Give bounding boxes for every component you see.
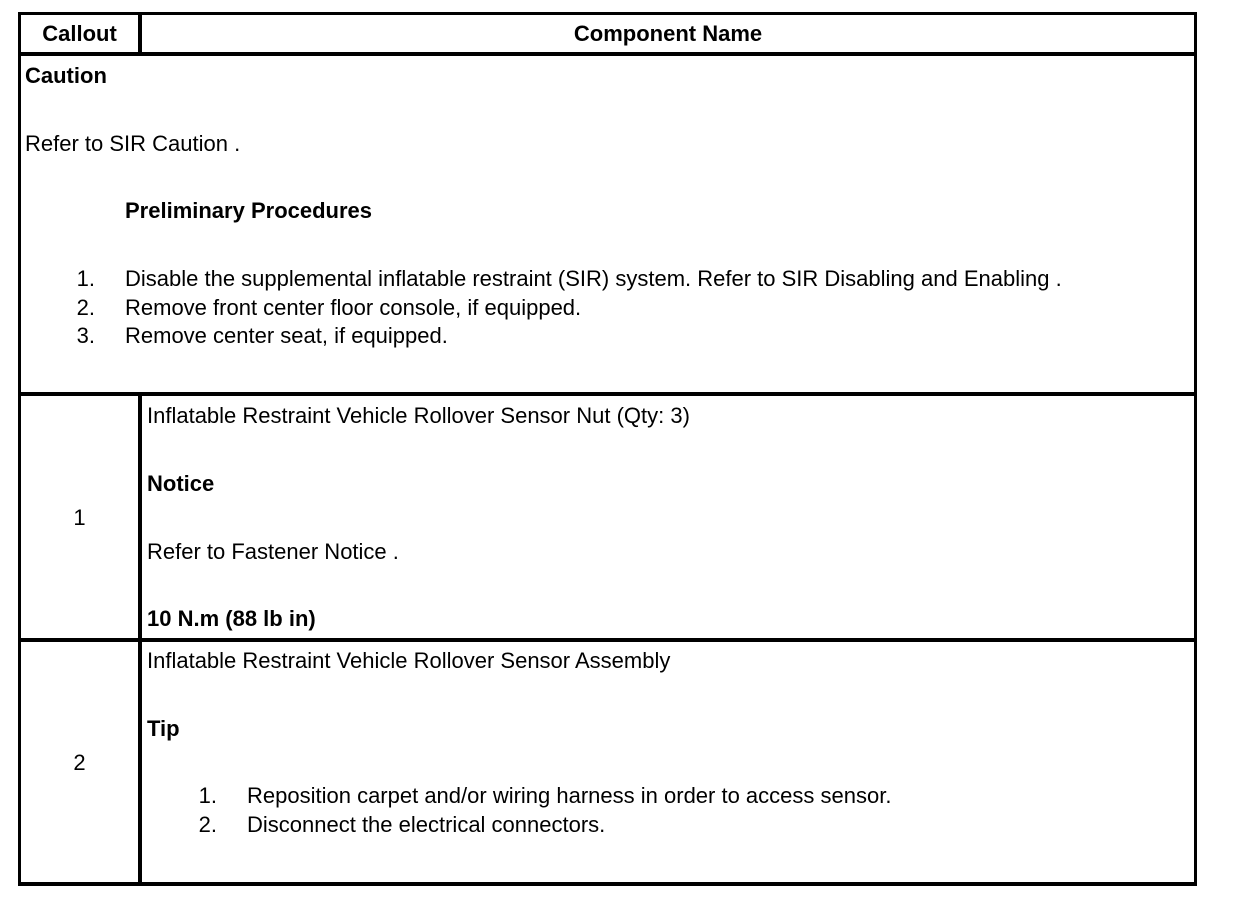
row-2-tip-title: Tip	[147, 716, 180, 741]
row-1-component-name: Inflatable Restraint Vehicle Rollover Sensor Nut (Qty: 3)	[147, 403, 690, 428]
row-1-callout: 1	[73, 505, 86, 530]
column-divider-rows	[138, 394, 142, 884]
caution-title: Caution	[25, 63, 107, 88]
header-callout: Callout	[42, 21, 117, 46]
row-2-callout: 2	[73, 750, 86, 775]
row-2-component-name: Inflatable Restraint Vehicle Rollover Sensor Assembly	[147, 648, 671, 673]
tip-step-text: Reposition carpet and/or wiring harness in order to access sensor.	[247, 783, 892, 808]
preliminary-step-number: 1.	[76, 266, 95, 291]
preliminary-step-text: Disable the supplemental inflatable restraint (SIR) system. Refer to SIR Disabling and Enabling .	[125, 266, 1062, 291]
table-border-top	[18, 12, 1197, 15]
row-1-torque: 10 N.m (88 lb in)	[147, 606, 316, 631]
preliminary-step-number: 2.	[76, 295, 95, 320]
table-border-bottom	[18, 882, 1197, 886]
tip-step-number: 2.	[198, 812, 217, 837]
tip-step-text: Disconnect the electrical connectors.	[247, 812, 606, 837]
preliminary-step-number: 3.	[76, 323, 95, 348]
row-1-notice-text: Refer to Fastener Notice .	[147, 539, 399, 564]
caution-divider	[18, 392, 1197, 396]
caution-text: Refer to SIR Caution .	[25, 131, 241, 156]
tip-step-number: 1.	[198, 783, 217, 808]
preliminary-step-text: Remove front center floor console, if equipped.	[125, 295, 582, 320]
header-component-name: Component Name	[573, 21, 763, 46]
preliminary-step-text: Remove center seat, if equipped.	[125, 323, 448, 348]
component-table	[18, 12, 1197, 886]
table-border-right	[1194, 12, 1197, 886]
row-1-notice-title: Notice	[147, 471, 215, 496]
header-divider	[18, 52, 1197, 56]
row-divider	[18, 638, 1197, 642]
preliminary-procedures-title: Preliminary Procedures	[125, 198, 373, 223]
